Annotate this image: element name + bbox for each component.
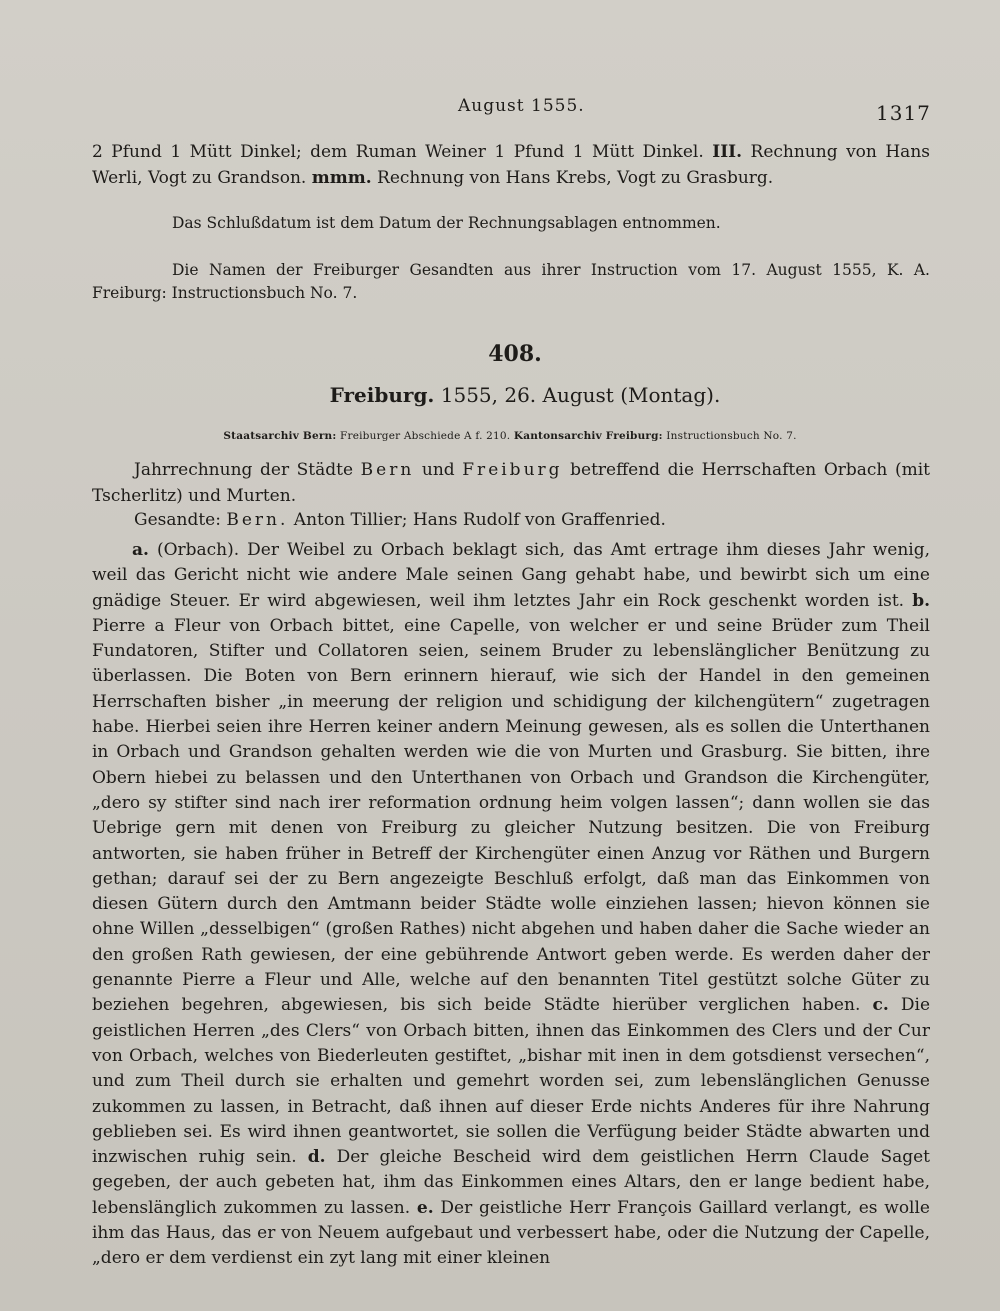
- section-a-text: (Orbach). Der Weibel zu Orbach beklagt sich, das Amt ertrage ihm dieses Jahr wenig, weil das Gericht nicht wie andere Male seinen Gang gehabt habe, und bewirbt sich um eine gnädige Steuer. Er wird abgewiesen, weil ihm letztes Jahr ein Rock geschenkt worden ist.: [92, 540, 930, 611]
- section-c-letter: c.: [872, 995, 889, 1016]
- section-b-text: Pierre a Fleur von Orbach bittet, eine Capelle, von welcher er und seine Brüder zum Theil Fundatoren, Stifter und Collatoren seien, seinem Bruder zu lebenslänglicher Benützung zu überlassen. Die Boten von Bern erinnern hierauf, wie sich der Handel in den gemeinen Herrschaften bisher „in meerung der religion und schidigung der kilchengütern“ zugetragen habe. Hierbei seien ihre Herren keiner andern Meinung gewesen, als es sollen die Unterthanen in Orbach und Grandson gehalten werden wie die von Murten und Grasburg. Sie bitten, ihre Obern hiebei zu belassen und den Unterthanen von Orbach und Grandson die Kirchengüter, „dero sy stifter sind nach irer reformation ordnung heim volgen lassen“; dann wollen sie das Uebrige gern mit denen von Freiburg zu gleicher Nutzung besitzen. Die von Freiburg antworten, sie haben früher in Betreff der Kirchengüter einen Anzug vor Räthen und Burgern gethan; darauf sei der zu Bern angezeigte Beschluß erfolgt, daß man das Einkommen von diesen Gütern durch den Amtmann beider Städte wolle einziehen lassen; hievon können sie ohne Willen „desselbigen“ (großen Rathes) nicht abgehen und haben daher die Sache wieder an den großen Rath gewiesen, der eine gebührende Antwort geben werde. Es werden daher der genannte Pierre a Fleur und Alle, welche auf den benannten Titel gestützt solche Güter zu beziehen begehren, abgewiesen, bis sich beide Städte hierüber verglichen haben.: [92, 615, 930, 1016]
- summary-freiburg: Freiburg: [462, 460, 563, 480]
- section-e-letter: e.: [416, 1197, 434, 1218]
- intro-text-1: 2 Pfund 1 Mütt Dinkel; dem Ruman Weiner 1 Pfund 1 Mütt Dinkel.: [92, 142, 713, 162]
- intro-text-2: Rechnung von Hans Werli, Vogt zu Grandson.: [92, 142, 930, 188]
- section-d-letter: d.: [307, 1147, 326, 1168]
- page-number: 1317: [876, 101, 931, 125]
- source-archive-bern: Staatsarchiv Bern:: [223, 430, 337, 442]
- document-number: 408.: [488, 341, 542, 367]
- envoys-bern: Bern.: [226, 510, 289, 530]
- section-d-text: Der gleiche Bescheid wird dem geistlichen Herrn Claude Saget gegeben, der auch gebeten hat, ihm das Einkommen eines Altars, den er lange bedient habe, lebenslänglich zukommen zu lassen.: [92, 1147, 930, 1218]
- section-a-letter: a.: [132, 540, 149, 560]
- document-place: Freiburg.: [329, 383, 435, 407]
- intro-paragraph: [92, 140, 930, 191]
- summary-text-1: Jahrrechnung der Städte: [134, 460, 361, 480]
- intro-text-3: Rechnung von Hans Krebs, Vogt zu Grasburg.: [371, 167, 774, 188]
- section-e-text: Der geistliche Herr François Gaillard verlangt, es wolle ihm das Haus, das er von Neuem aufgebaut und verbessert habe, oder die Nutzung der Capelle, „dero er dem verdienst ein zyt lang mit einer kleinen: [92, 1197, 930, 1269]
- document-summary: [92, 458, 930, 509]
- document-heading: [0, 383, 1000, 407]
- note-closing-date: Das Schlußdatum ist dem Datum der Rechnungsablagen entnommen.: [172, 214, 721, 232]
- summary-text-2: und: [414, 460, 463, 480]
- summary-text-3: betreffend die Herrschaften Orbach (mit Tscherlitz) und Murten.: [92, 460, 930, 506]
- note-envoy-names: Die Namen der Freiburger Gesandten aus ihrer Instruction vom 17. August 1555, K. A. Freiburg: Instructionsbuch No. 7.: [92, 261, 930, 302]
- envoys-label: Gesandte:: [134, 510, 227, 530]
- archive-sources: [0, 430, 1000, 442]
- source-ref-bern: Freiburger Abschiede A f. 210.: [336, 430, 514, 442]
- source-archive-freiburg: Kantonsarchiv Freiburg:: [513, 430, 663, 442]
- running-head: August 1555.: [458, 96, 585, 116]
- envoys-line: [134, 510, 666, 530]
- source-ref-freiburg: Instructionsbuch No. 7.: [662, 430, 797, 442]
- marker-iii: III.: [712, 142, 743, 162]
- section-b-letter: b.: [912, 590, 930, 611]
- envoys-names: Anton Tillier; Hans Rudolf von Graffenried.: [288, 510, 666, 530]
- main-text: [92, 538, 930, 1272]
- marker-mmm: mmm.: [311, 167, 372, 188]
- summary-bern: Bern: [360, 460, 415, 480]
- document-date: 1555, 26. August (Montag).: [434, 383, 721, 407]
- section-c-text: Die geistlichen Herren „des Clers“ von Orbach bitten, ihnen das Einkommen des Clers und der Cur von Orbach, welches von Biederleuten gestiftet, „bishar mit inen in dem gotsdienst versechen“, und zum Theil durch sie erhalten und gemehrt worden sei, zum lebenslänglichen Genusse zukommen zu lassen, in Betracht, daß ihnen auf dieser Erde nichts Anderes für ihre Nahrung geblieben sei. Es wird ihnen geantwortet, sie sollen die Verfügung beider Städte abwarten und inzwischen ruhig sein.: [92, 995, 930, 1168]
